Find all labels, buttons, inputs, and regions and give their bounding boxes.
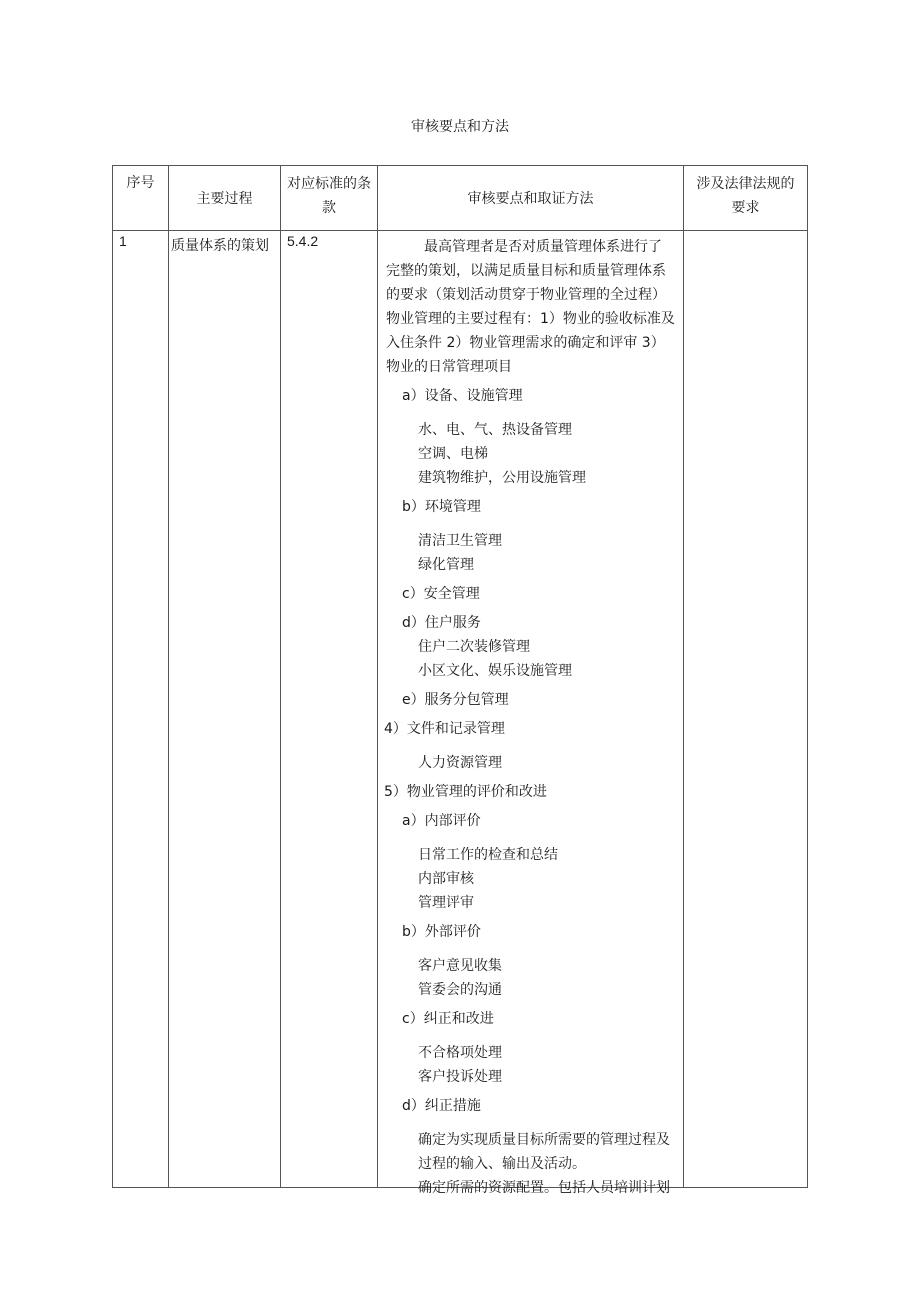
method-item: 住户二次装修管理	[418, 639, 530, 655]
method-item: 小区文化、娱乐设施管理	[418, 663, 572, 679]
method-list	[378, 384, 683, 1200]
method-item: 客户投诉处理	[418, 1069, 502, 1085]
method-item: 绿化管理	[418, 557, 474, 573]
method-item: a）内部评价	[402, 813, 481, 829]
header-law: 涉及法律法规的要求	[684, 166, 808, 231]
method-item: 空调、电梯	[418, 446, 488, 462]
row-seq: 1	[113, 231, 169, 1188]
page-title: 审核要点和方法	[411, 119, 509, 135]
method-item: 内部审核	[418, 871, 474, 887]
row-process: 质量体系的策划	[169, 231, 281, 1188]
table-row	[113, 231, 808, 1188]
method-item: 管委会的沟通	[418, 982, 502, 998]
method-item: 确定所需的资源配置。包括人员培训计划	[418, 1180, 670, 1196]
method-item: 5）物业管理的评价和改进	[384, 784, 547, 800]
table-header-row	[113, 166, 808, 231]
method-item: 客户意见收集	[418, 958, 502, 974]
method-item: 4）文件和记录管理	[384, 721, 505, 737]
row-clause: 5.4.2	[281, 231, 378, 1188]
header-process: 主要过程	[169, 166, 281, 231]
method-item: a）设备、设施管理	[402, 388, 523, 404]
method-intro: 最高管理者是否对质量管理体系进行了完整的策划，以满足质量目标和质量管理体系的要求（策划活动贯穿于物业管理的全过程）物业管理的主要过程有：1）物业的验收标准及入住条件 2）物业管理需求的确定和评审 3）物业的日常管理项目	[386, 239, 675, 375]
method-item: d）纠正措施	[402, 1098, 481, 1114]
method-item: b）外部评价	[402, 924, 481, 940]
method-item: 管理评审	[418, 895, 474, 911]
method-item: e）服务分包管理	[402, 692, 509, 708]
method-item: c）纠正和改进	[402, 1011, 494, 1027]
header-method: 审核要点和取证方法	[378, 166, 684, 231]
method-content	[378, 231, 683, 1196]
method-item: 水、电、气、热设备管理	[418, 422, 572, 438]
method-item: 日常工作的检查和总结	[418, 847, 558, 863]
row-method-cell	[378, 231, 684, 1196]
method-item: d）住户服务	[402, 615, 481, 631]
method-item: 人力资源管理	[418, 755, 502, 771]
audit-table	[112, 165, 808, 1196]
method-item: 确定为实现质量目标所需要的管理过程及过程的输入、输出及活动。	[418, 1132, 670, 1172]
header-seq: 序号	[113, 166, 169, 231]
method-item: b）环境管理	[402, 499, 481, 515]
row-law	[684, 231, 808, 1188]
method-item: c）安全管理	[402, 586, 480, 602]
method-item: 建筑物维护，公用设施管理	[418, 470, 586, 486]
method-item: 清洁卫生管理	[418, 533, 502, 549]
method-item: 不合格项处理	[418, 1045, 502, 1061]
header-clause: 对应标准的条款	[281, 166, 378, 231]
